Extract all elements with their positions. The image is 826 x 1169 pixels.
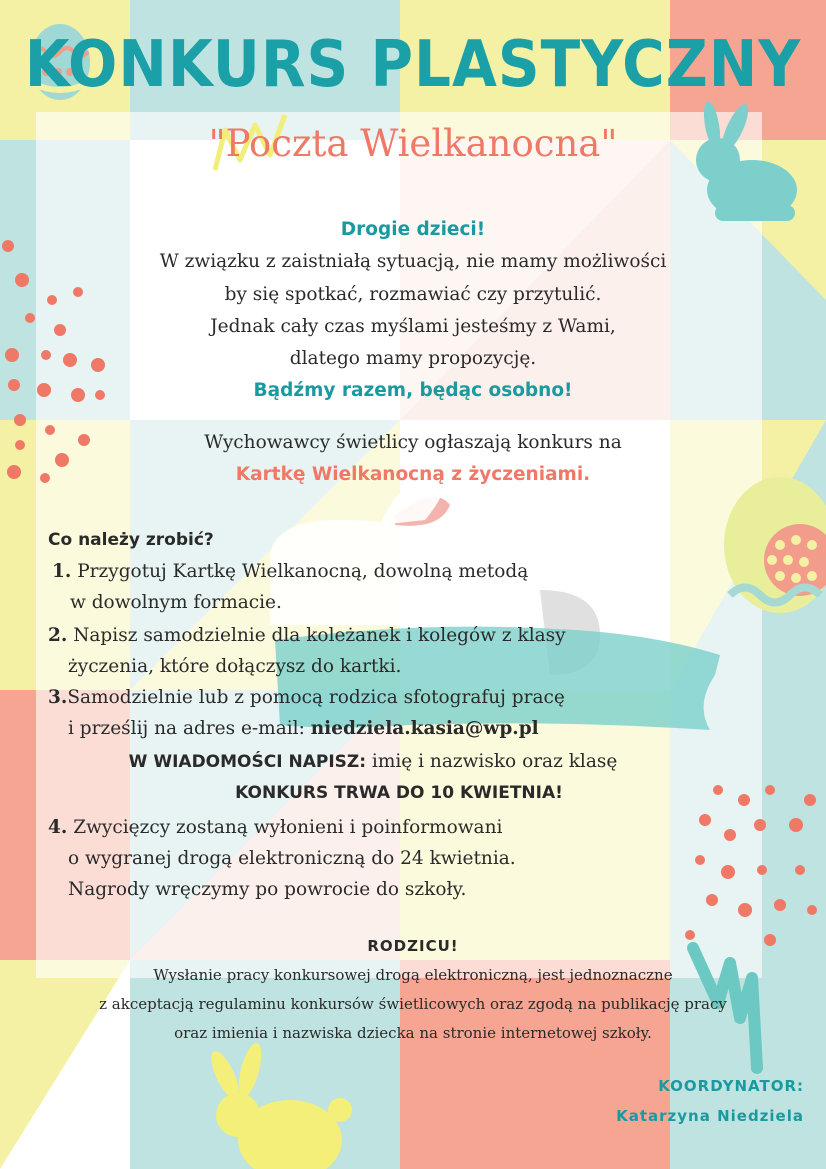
contest-highlight: Kartkę Wielkanocną z życzeniami. xyxy=(235,464,591,485)
coordinator-label: KOORDYNATOR: xyxy=(658,1077,804,1095)
steps-heading: Co należy zrobić? xyxy=(48,530,214,550)
greeting: Drogie dzieci! xyxy=(340,219,486,240)
page-title: KONKURS PLASTYCZNY xyxy=(24,26,802,102)
step-text: Napisz samodzielnie dla koleżanek i kolegów z klasy xyxy=(73,625,566,646)
parents-notice-line: oraz imienia i nazwiska dziecka na stronie internetowej szkoły. xyxy=(174,1024,652,1042)
email-link[interactable]: niedziela.kasia@wp.pl xyxy=(310,718,539,739)
step-number: 1. xyxy=(52,561,72,582)
step-text: Nagrody wręczymy po powrocie do szkoły. xyxy=(68,879,467,900)
message-instructions: W WIADOMOŚCI NAPISZ: imię i nazwisko oraz klasę xyxy=(128,751,618,772)
step-text: i prześlij na adres e-mail: xyxy=(68,718,311,739)
step-text: Przygotuj Kartkę Wielkanocną, dowolną metodą xyxy=(77,561,529,582)
step-number: 4. xyxy=(48,817,68,838)
step-text: Samodzielnie lub z pomocą rodzica sfotografuj pracę xyxy=(67,687,565,708)
intro-line: W związku z zaistniałą sytuacją, nie mamy możliwości xyxy=(159,251,667,272)
step-number: 3. xyxy=(48,687,68,708)
step-number: 2. xyxy=(48,625,68,646)
rabbit-icon xyxy=(206,1041,352,1169)
announcement: Wychowawcy świetlicy ogłaszają konkurs na xyxy=(204,432,622,453)
step-3 xyxy=(48,682,748,744)
intro-line: dlatego mamy propozycję. xyxy=(289,348,537,369)
step-4 xyxy=(48,812,748,905)
intro-line: by się spotkać, rozmawiać czy przytulić. xyxy=(224,284,602,305)
step-text: Zwycięzcy zostaną wyłonieni i poinformowani xyxy=(73,817,503,838)
page-subtitle: "Poczta Wielkanocna" xyxy=(208,122,618,165)
coordinator-name: Katarzyna Niedziela xyxy=(616,1107,804,1125)
step-2 xyxy=(48,620,748,682)
step-text: w dowolnym formacie. xyxy=(70,592,282,613)
step-1 xyxy=(52,556,752,618)
parents-notice-line: z akceptacją regulaminu konkursów świetlicowych oraz zgodą na publikację pracy xyxy=(99,995,727,1013)
motto: Bądźmy razem, będąc osobno! xyxy=(253,380,573,401)
parents-heading: RODZICU! xyxy=(367,937,459,955)
intro-line: Jednak cały czas myślami jesteśmy z Wami, xyxy=(210,316,616,337)
step-text: życzenia, które dołączysz do kartki. xyxy=(68,656,402,677)
parents-notice-line: Wysłanie pracy konkursowej drogą elektroniczną, jest jednoznaczne xyxy=(153,966,673,984)
step-text: o wygranej drogą elektroniczną do 24 kwietnia. xyxy=(68,848,516,869)
deadline: KONKURS TRWA DO 10 KWIETNIA! xyxy=(235,783,563,803)
